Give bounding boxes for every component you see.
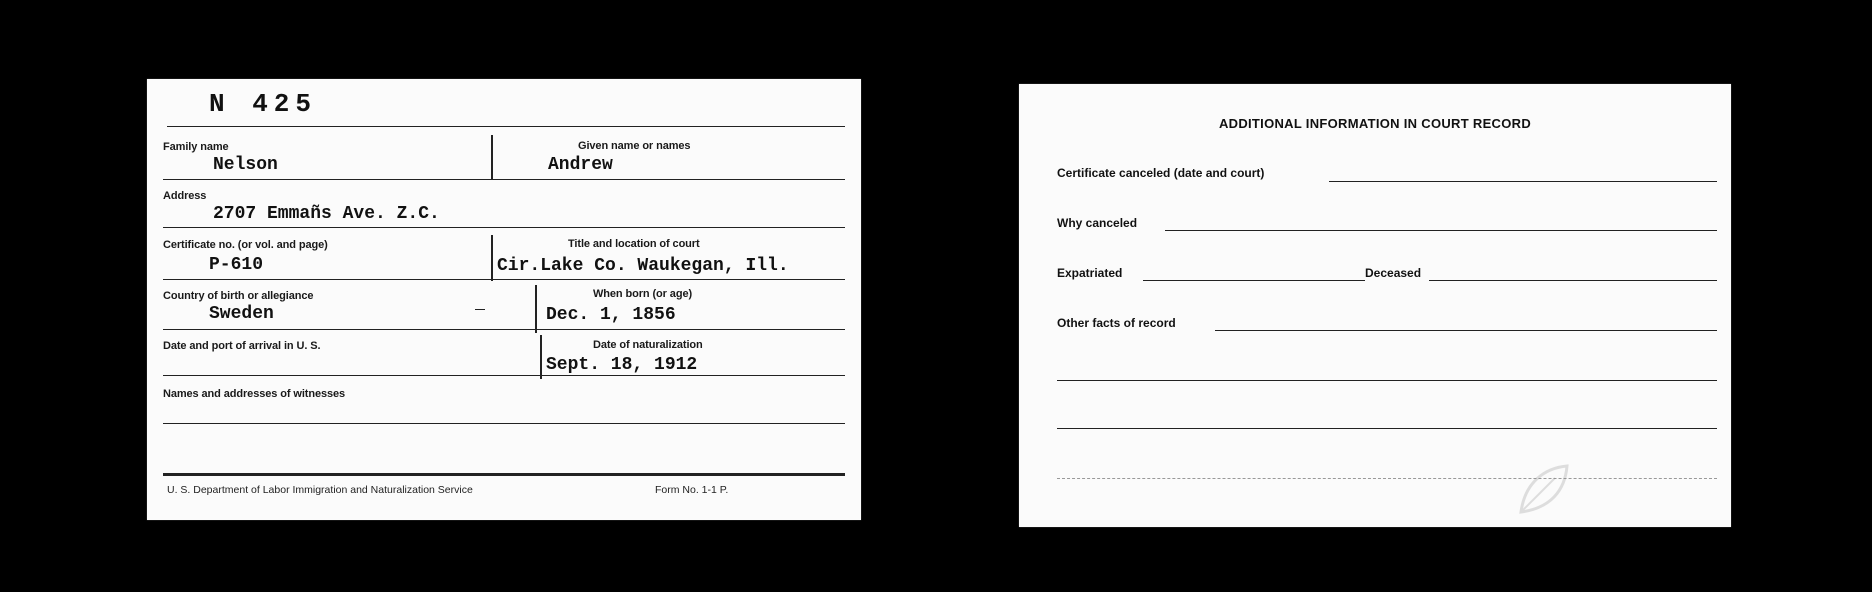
form-number: Form No. 1-1 P. bbox=[655, 484, 729, 496]
given-names-value: Andrew bbox=[548, 155, 613, 175]
divider bbox=[540, 335, 542, 379]
rule bbox=[1329, 181, 1717, 182]
rule bbox=[163, 227, 845, 228]
witnesses-label: Names and addresses of witnesses bbox=[163, 388, 346, 400]
address-value: 2707 Emmañs Ave. Z.C. bbox=[213, 204, 440, 224]
divider bbox=[491, 135, 493, 179]
dash-mark bbox=[475, 309, 485, 310]
rule bbox=[1429, 280, 1717, 281]
family-name-value: Nelson bbox=[213, 155, 278, 175]
divider bbox=[535, 285, 537, 333]
rule bbox=[1057, 428, 1717, 429]
when-born-label: When born (or age) bbox=[593, 288, 693, 300]
rule bbox=[163, 473, 845, 476]
certificate-number-value: P-610 bbox=[209, 255, 264, 275]
rule bbox=[1215, 330, 1717, 331]
other-facts-label: Other facts of record bbox=[1057, 316, 1176, 330]
expatriated-label: Expatriated bbox=[1057, 266, 1123, 280]
family-name-label: Family name bbox=[163, 141, 229, 153]
certificate-number-label: Certificate no. (or vol. and page) bbox=[163, 239, 328, 251]
rule bbox=[1057, 380, 1717, 381]
back-title: ADDITIONAL INFORMATION IN COURT RECORD bbox=[1218, 116, 1532, 131]
naturalization-date-value: Sept. 18, 1912 bbox=[546, 355, 698, 375]
rule bbox=[1057, 478, 1717, 479]
rule bbox=[167, 126, 845, 127]
divider bbox=[491, 235, 493, 281]
rule bbox=[163, 329, 845, 330]
rule bbox=[163, 375, 845, 376]
deceased-label: Deceased bbox=[1365, 266, 1422, 280]
index-card-front bbox=[147, 79, 861, 520]
country-value: Sweden bbox=[209, 304, 274, 324]
rule bbox=[163, 179, 845, 180]
country-label: Country of birth or allegiance bbox=[163, 290, 314, 302]
certificate-canceled-label: Certificate canceled (date and court) bbox=[1057, 166, 1265, 180]
rule bbox=[1143, 280, 1365, 281]
card-number: N 425 bbox=[209, 89, 318, 119]
leaf-watermark-icon bbox=[1515, 462, 1571, 516]
court-label: Title and location of court bbox=[568, 238, 700, 250]
when-born-value: Dec. 1, 1856 bbox=[546, 305, 676, 325]
rule bbox=[163, 279, 845, 280]
why-canceled-label: Why canceled bbox=[1057, 216, 1138, 230]
address-label: Address bbox=[163, 190, 207, 202]
court-value: Cir.Lake Co. Waukegan, Ill. bbox=[497, 256, 789, 276]
given-names-label: Given name or names bbox=[578, 140, 691, 152]
agency-footer: U. S. Department of Labor Immigration and Naturalization Service bbox=[167, 484, 473, 496]
rule bbox=[1165, 230, 1717, 231]
arrival-label: Date and port of arrival in U. S. bbox=[163, 340, 321, 352]
naturalization-date-label: Date of naturalization bbox=[593, 339, 703, 351]
index-card-back bbox=[1019, 84, 1731, 527]
rule bbox=[163, 423, 845, 424]
